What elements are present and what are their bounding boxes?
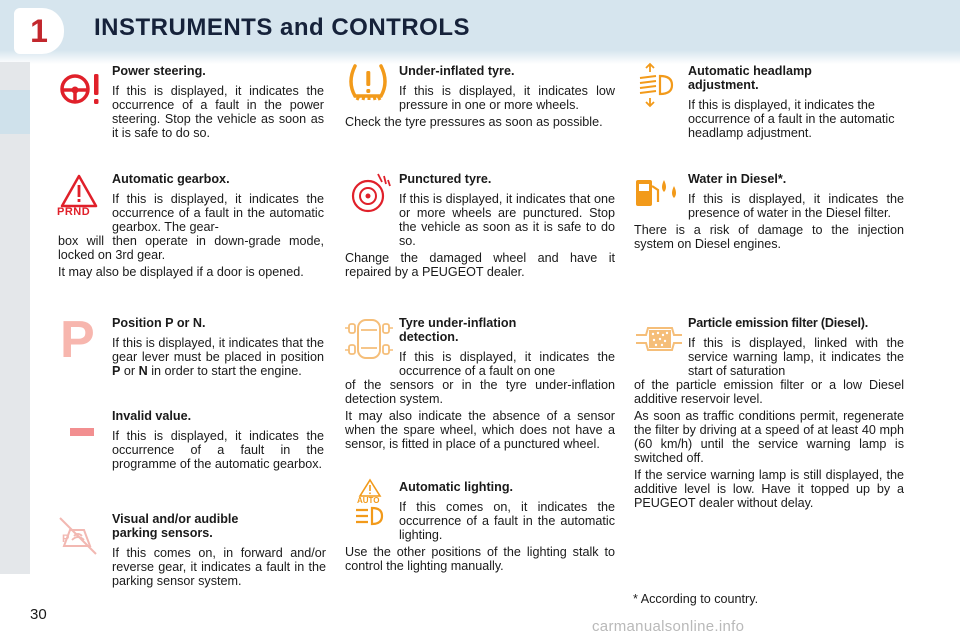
particle-filter-text-top: If this is displayed, linked with the service warning lamp, it indicates the start of saturation [688,336,904,378]
water-in-diesel-title: Water in Diesel*. [688,172,787,186]
watermark: carmanualsonline.info [592,618,745,635]
invalid-value-title: Invalid value. [112,409,192,423]
gearbox-prnd-label: PRND [57,206,91,218]
svg-text:P: P [62,533,70,545]
punctured-tyre-text: If this is displayed, it indicates that one or more wheels are punctured. Stop the vehicle as soon as it is safe to do so. [399,192,615,248]
automatic-gearbox-block [58,172,324,282]
p-letter-icon: P [60,311,95,369]
tyre-detection-text-top: If this is displayed, it indicates the occurrence of a fault on one [399,350,615,378]
water-in-diesel-text-extra: There is a risk of damage to the injection system on Diesel engines. [634,223,904,251]
headlamp-block [688,64,904,143]
headlamp-adjust-icon [636,62,678,108]
parking-sensors-title-2: parking sensors. [112,526,213,540]
particle-filter-text-extra-2: If the service warning lamp is still displayed, the additive level is low. Have it topped up by a PEUGEOT dealer without delay. [634,468,904,510]
under-inflated-block [345,64,615,132]
page-title: INSTRUMENTS and CONTROLS [94,14,470,41]
tyre-detection-text-bottom: of the sensors or in the tyre under-inflation detection system. [345,378,615,406]
parking-sensors-block [112,512,326,591]
headlamp-text: If this is displayed, it indicates the occurrence of a fault in the automatic headlamp adjustment. [688,98,895,140]
position-or: or [120,364,139,378]
auto-lighting-title: Automatic lighting. [399,480,514,494]
invalid-value-text: If this is displayed, it indicates the occurrence of a fault in the programme of the automatic gearbox. [112,429,324,471]
position-p-n-block [112,316,324,381]
automatic-gearbox-text-extra: It may also be displayed if a door is opened. [58,265,304,279]
water-in-diesel-text: If this is displayed, it indicates the presence of water in the Diesel filter. [688,192,904,220]
headlamp-title-2: adjustment. [688,78,759,92]
position-p-letter: P [112,364,121,378]
under-inflated-text-extra: Check the tyre pressures as soon as possible. [345,115,603,129]
steering-warning-icon [58,70,104,108]
automatic-gearbox-text-bottom: box will then operate in down-grade mode, locked on 3rd gear. [58,234,324,262]
header-fade [0,50,960,64]
under-inflated-title: Under-inflated tyre. [399,64,515,78]
automatic-gearbox-title: Automatic gearbox. [112,172,230,186]
chapter-number: 1 [30,13,48,49]
punctured-tyre-text-extra: Change the damaged wheel and have it repaired by a PEUGEOT dealer. [345,251,615,279]
auto-lighting-text: If this comes on, it indicates the occurrence of a fault in the automatic lighting. [399,500,615,542]
tyre-detection-block [345,316,615,454]
page-number: 30 [30,606,47,623]
auto-lighting-text-extra: Use the other positions of the lighting stalk to control the lighting manually. [345,545,615,573]
tyre-detection-text-extra: It may also indicate the absence of a sensor when the spare wheel, which does not have a sensor, is fitted in place of a punctured wheel. [345,409,615,451]
parking-sensors-title-1: Visual and/or audible [112,512,239,526]
parking-sensor-icon [58,516,100,556]
water-in-diesel-block [634,172,904,254]
invalid-value-block [112,409,324,474]
position-p-n-text-a: If this is displayed, it indicates that the gear lever must be placed in position [112,336,324,364]
particle-filter-text-extra-1: As soon as traffic conditions permit, regenerate the filter by driving at a speed of at least 40 mph (60 km/h) until the service warning lamp is switched off. [634,409,904,465]
tyre-detection-title-1: Tyre under-inflation [399,316,517,330]
punctured-tyre-block [345,172,615,282]
auto-lighting-block [345,480,615,576]
position-p-n-text-b: in order to start the engine. [147,364,302,378]
side-strip [0,62,30,574]
position-n-letter: N [138,364,148,378]
power-steering-title: Power steering. [112,64,206,78]
power-steering-block [112,64,324,143]
dash-icon [70,428,94,436]
under-inflated-text: If this is displayed, it indicates low pressure in one or more wheels. [399,84,615,112]
auto-lighting-label: AUTO [357,496,380,505]
footnote: * According to country. [633,592,759,606]
particle-filter-block [634,316,904,513]
position-p-n-text [112,336,324,378]
particle-filter-title: Particle emission filter (Diesel). [688,316,869,330]
power-steering-text: If this is displayed, it indicates the occurrence of a fault in the power steering. Stop the vehicle as soon as it is safe to do so. [112,84,324,140]
tyre-detection-title-2: detection. [399,330,459,344]
particle-filter-text-bottom: of the particle emission filter or a low Diesel additive reservoir level. [634,378,904,406]
headlamp-title-1: Automatic headlamp [688,64,812,78]
punctured-tyre-title: Punctured tyre. [399,172,492,186]
position-p-n-title: Position P or N. [112,316,206,330]
side-strip-highlight [0,90,30,134]
parking-sensors-text: If this comes on, in forward and/or reverse gear, it indicates a fault in the parking sensor system. [112,546,326,588]
automatic-gearbox-text-top: If this is displayed, it indicates the occurrence of a fault in the automatic gearbox. The gear- [112,192,324,234]
